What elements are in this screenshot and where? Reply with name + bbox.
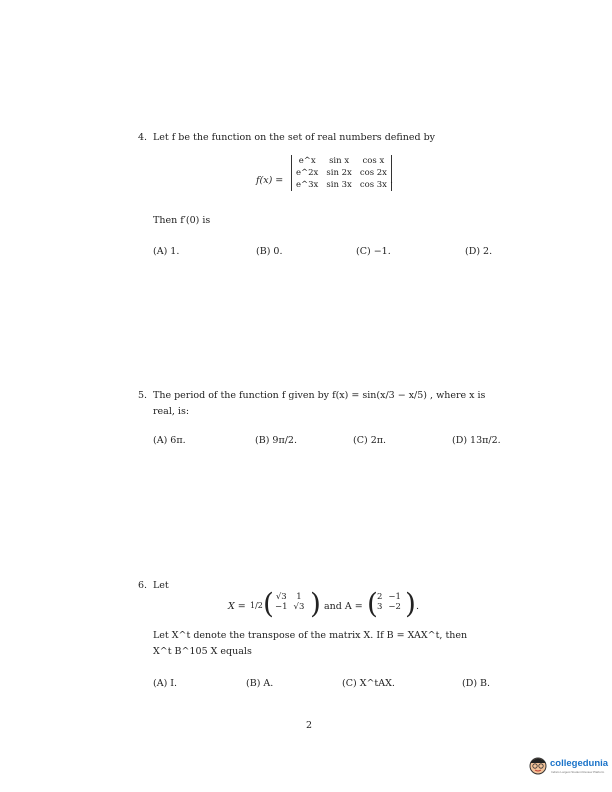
q4-lhs: f(x) =: [256, 175, 284, 186]
q6-number: 6.: [138, 580, 148, 591]
det-cell: sin 2x: [326, 168, 352, 178]
q4-determinant: [291, 155, 392, 191]
q5-option-b: (B) 9π/2.: [255, 435, 297, 446]
q4-option-c: (C) −1.: [356, 246, 391, 257]
q5-option-c: (C) 2π.: [353, 435, 387, 446]
matrix-cell: 1: [296, 592, 302, 602]
page-number: 2: [306, 720, 313, 731]
det-cell: e^3x: [296, 180, 319, 190]
q5-line1: The period of the function f given by f(x) = sin(x/3 − x/5) , where x is: [153, 390, 486, 401]
q6-option-d: (D) B.: [462, 678, 491, 689]
q6-x-paren-left: (: [263, 587, 274, 620]
collegedunia-logo: [527, 748, 607, 784]
q5-option-d: (D) 13π/2.: [452, 435, 501, 446]
q4-number: 4.: [138, 132, 148, 143]
q5-option-a: (A) 6π.: [153, 435, 186, 446]
q6-x-label: X =: [228, 601, 246, 612]
matrix-cell: 2: [377, 592, 383, 602]
q4-option-b: (B) 0.: [256, 246, 283, 257]
q6-a-paren-left: (: [367, 587, 378, 620]
q4-text: Let f be the function on the set of real numbers defined by: [153, 132, 436, 143]
q6-a-matrix: [374, 592, 404, 612]
q4-det-end: .: [390, 175, 394, 186]
q6-option-b: (B) A.: [246, 678, 274, 689]
q6-and: and A =: [324, 601, 363, 612]
q5-number: 5.: [138, 390, 148, 401]
q6-option-c: (C) X^tAX.: [342, 678, 395, 689]
q6-x-matrix: [272, 592, 307, 612]
q4-option-d: (D) 2.: [465, 246, 493, 257]
q6-option-a: (A) I.: [153, 678, 178, 689]
q4-then: Then f′(0) is: [153, 215, 211, 226]
q6-period: .: [416, 601, 420, 612]
matrix-cell: −1: [388, 592, 401, 602]
matrix-cell: √3: [293, 602, 305, 612]
det-cell: cos x: [362, 156, 385, 166]
det-cell: e^x: [298, 156, 316, 166]
q6-line1: Let X^t denote the transpose of the matrix X. If B = XAX^t, then: [153, 630, 468, 641]
det-cell: cos 3x: [359, 180, 387, 190]
matrix-cell: −2: [388, 602, 401, 612]
det-cell: sin x: [329, 156, 350, 166]
logo-text: collegedunia: [550, 758, 609, 769]
matrix-cell: −1: [275, 602, 288, 612]
logo-mascot-icon: [527, 754, 549, 776]
det-cell: cos 2x: [359, 168, 387, 178]
q6-line2: X^t B^105 X equals: [153, 646, 252, 657]
det-cell: sin 3x: [326, 180, 352, 190]
det-cell: e^2x: [296, 168, 319, 178]
q6-x-paren-right: ): [310, 587, 321, 620]
q6-text: Let: [153, 580, 169, 591]
matrix-cell: √3: [275, 592, 287, 602]
logo-tagline: India's Largest Student Review Platform: [551, 770, 605, 774]
q6-half: 1/2: [250, 601, 263, 610]
q5-line2: real, is:: [153, 406, 190, 417]
q4-option-a: (A) 1.: [153, 246, 180, 257]
matrix-cell: 3: [377, 602, 383, 612]
q6-a-paren-right: ): [405, 587, 416, 620]
